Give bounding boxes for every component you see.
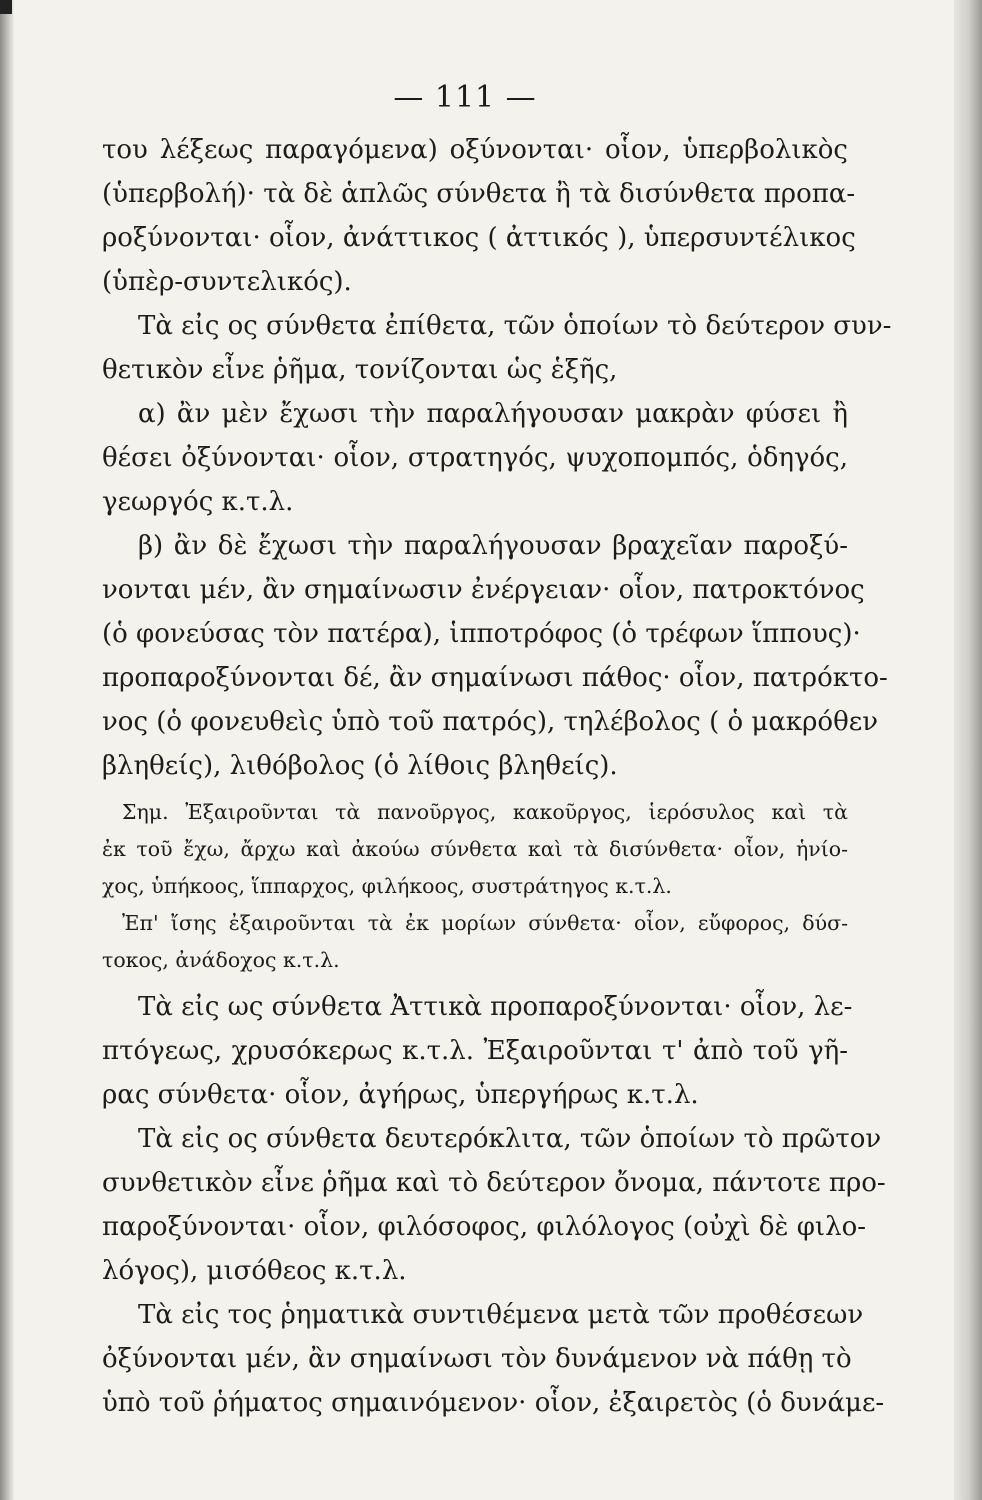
text-line: συνθετικὸν εἶνε ῥῆμα καὶ τὸ δεύτερον ὄνομα, πάντοτε προ- (102, 1168, 886, 1198)
page-number: — 111 — (393, 80, 537, 115)
text-line: παροξύνονται· οἷον, φιλόσοφος, φιλόλογος (οὐχὶ δὲ φιλο- (102, 1212, 867, 1242)
text-line: θέσει ὀξύνονται· οἷον, στρατηγός, ψυχοπομπός, ὁδηγός, (102, 443, 848, 473)
text-line: (ὑπὲρ-συντελικός). (102, 267, 352, 297)
scan-corner-mark (0, 0, 12, 14)
text-line: βληθείς), λιθόβολος (ὁ λίθοις βληθείς). (102, 751, 618, 781)
text-line: ροξύνονται· οἷον, ἀνάττικος ( ἀττικός ), ὑπερσυντέλικος (102, 223, 856, 253)
text-line: νονται μέν, ἂν σημαίνωσιν ἐνέργειαν· οἷον, πατροκτόνος (102, 575, 865, 605)
text-line: Τὰ εἰς ος σύνθετα δευτερόκλιτα, τῶν ὁποίων τὸ πρῶτον (138, 1124, 882, 1154)
text-line: νος (ὁ φονευθεὶς ὑπὸ τοῦ πατρός), τηλέβολος ( ὁ μακρόθεν (102, 707, 879, 737)
text-line: Τὰ εἰς ος σύνθετα ἐπίθετα, τῶν ὁποίων τὸ δεύτερον συν- (138, 311, 892, 341)
text-line: (ὁ φονεύσας τὸν πατέρα), ἱπποτρόφος (ὁ τρέφων ἵππους)· (102, 619, 861, 649)
page-left-edge (0, 0, 14, 1500)
note-line: Σημ. Ἐξαιροῦνται τὰ πανοῦργος, κακοῦργος, ἱερόσυλος καὶ τὰ (122, 800, 848, 824)
page-right-edge (954, 0, 982, 1500)
text-line: ὀξύνονται μέν, ἂν σημαίνωσι τὸν δυνάμενον νὰ πάθῃ τὸ (102, 1344, 852, 1374)
text-line: γεωργός κ.τ.λ. (102, 487, 294, 517)
text-line: α) ἂν μὲν ἔχωσι τὴν παραλήγουσαν μακρὰν φύσει ἢ (138, 399, 848, 429)
text-line: λόγος), μισόθεος κ.τ.λ. (102, 1256, 407, 1286)
text-line: του λέξεως παραγόμενα) οξύνονται· οἷον, ὑπερβολικὸς (102, 135, 848, 165)
note-line: ἐκ τοῦ ἔχω, ἄρχω καὶ ἀκούω σύνθετα καὶ τὰ δισύνθετα· οἷον, ἡνίο- (102, 837, 848, 861)
text-line: Τὰ εἰς ως σύνθετα Ἀττικὰ προπαροξύνονται· οἷον, λε- (138, 992, 853, 1022)
text-line: πτόγεως, χρυσόκερως κ.τ.λ. Ἐξαιροῦνται τ' ἀπὸ τοῦ γῆ- (102, 1036, 848, 1066)
text-line: προπαροξύνονται δέ, ἂν σημαίνωσι πάθος· οἷον, πατρόκτο- (102, 663, 888, 693)
text-line: ρας σύνθετα· οἷον, ἀγήρως, ὑπεργήρως κ.τ.λ. (102, 1080, 699, 1110)
note-line: χος, ὑπήκοος, ἵππαρχος, φιλήκοος, συστράτηγος κ.τ.λ. (102, 874, 672, 898)
note-line: Ἐπ' ἴσης ἐξαιροῦνται τὰ ἐκ μορίων σύνθετα· οἷον, εὔφορος, δύσ- (122, 911, 848, 935)
text-line: Τὰ εἰς τος ῥηματικὰ συντιθέμενα μετὰ τῶν προθέσεων (138, 1300, 864, 1330)
body-text (102, 128, 892, 1425)
text-line: (ὑπερβολή)· τὰ δὲ ἁπλῶς σύνθετα ἢ τὰ δισύνθετα προπα- (102, 179, 856, 209)
text-line: β) ἂν δὲ ἔχωσι τὴν παραλήγουσαν βραχεῖαν παροξύ- (138, 531, 848, 561)
note-line: τοκος, ἀνάδοχος κ.τ.λ. (102, 948, 340, 972)
text-line: θετικὸν εἶνε ῥῆμα, τονίζονται ὡς ἑξῆς, (102, 355, 618, 385)
text-line: ὑπὸ τοῦ ῥήματος σημαινόμενον· οἷον, ἐξαιρετὸς (ὁ δυνάμε- (102, 1388, 885, 1418)
